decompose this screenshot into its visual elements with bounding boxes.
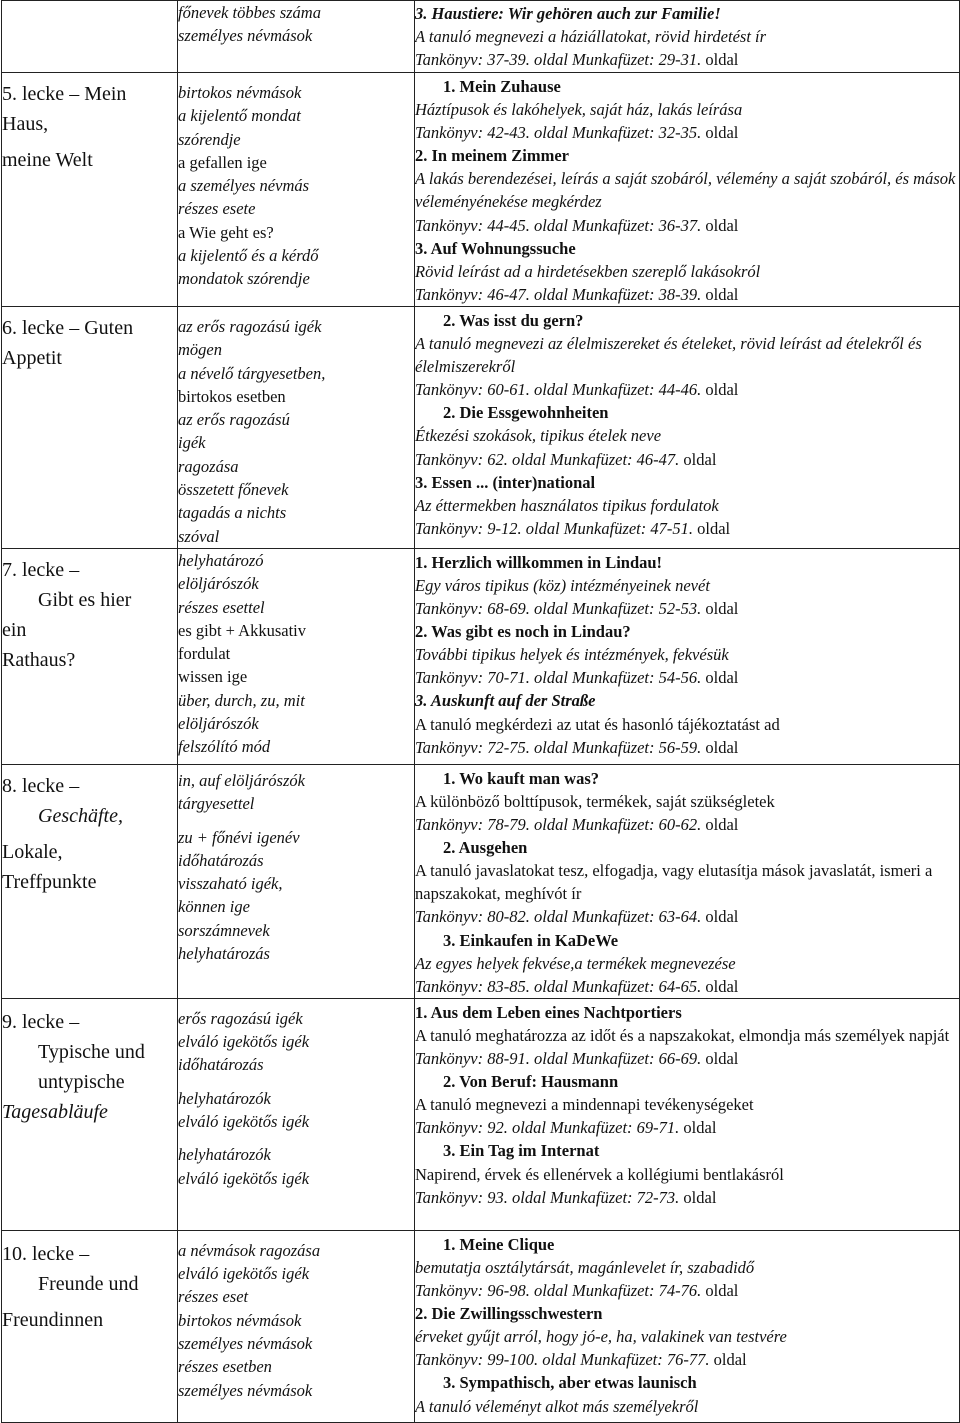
page-reference-book: Tankönyv: 44-45. oldal Munkafüzet: 36-37. (415, 215, 702, 235)
page-reference-book: Tankönyv: 72-75. oldal Munkafüzet: 56-59. (415, 737, 702, 757)
grammar-item: helyhatározás (178, 943, 270, 963)
grammar-item: mögen (178, 340, 222, 360)
page-reference-tail: oldal (701, 976, 739, 996)
grammar-cell (178, 73, 415, 307)
grammar-item: elváló igekötős igék (178, 1032, 310, 1052)
topic-description: A különböző bolttípusok, termékek, saját szükségletek (415, 792, 775, 811)
topic-cell (415, 73, 960, 307)
topic-description: bemutatja osztálytársát, magánlevelet ír, szabadidő (415, 1257, 755, 1277)
page-reference (415, 736, 959, 759)
topic-title: 1. Wo kauft man was? (443, 768, 600, 788)
page-reference-tail: oldal (701, 815, 739, 835)
grammar-item: mondatok szórendje (178, 269, 310, 289)
topic-description: A tanuló megnevezi az élelmiszereket és ételeket, rövid leírást ad ételekről és élelmiszerekről (415, 334, 922, 377)
grammar-item: személyes névmások (178, 1380, 313, 1400)
topic-cell (415, 998, 960, 1230)
grammar-item: birtokos névmások (178, 1310, 302, 1330)
grammar-item: helyhatározók (178, 1088, 271, 1108)
page-reference (415, 666, 959, 689)
page-reference-book: Tankönyv: 80-82. oldal Munkafüzet: 63-64. (415, 907, 702, 927)
lesson-cell (2, 73, 178, 307)
grammar-item: können ige (178, 897, 250, 917)
lesson-title: Tagesabläufe (2, 1100, 108, 1123)
topic-cell (415, 1, 960, 73)
page-reference-tail: oldal (679, 1118, 717, 1138)
page-reference-book: Tankönyv: 93. oldal Munkafüzet: 72-73. (415, 1187, 680, 1207)
page-reference (415, 1047, 959, 1070)
page-reference-book: Tankönyv: 62. oldal Munkafüzet: 46-47. (415, 449, 680, 469)
table-row (2, 1, 960, 73)
page-reference (415, 975, 959, 998)
topic-description: Napirend, érvek és ellenérvek a kollégiumi bentlakásról (415, 1164, 784, 1184)
topic-title: 1. Meine Clique (443, 1234, 555, 1254)
table-row (2, 306, 960, 548)
grammar-item: részes esettel (178, 597, 265, 617)
grammar-cell (178, 764, 415, 998)
grammar-item: über, durch, zu, mit (178, 690, 305, 710)
topic-title: 3. Auskunft auf der Straße (415, 691, 596, 711)
page-reference-tail: oldal (701, 1281, 739, 1301)
lesson-cell (2, 306, 178, 548)
topic-description: Háztípusok és lakóhelyek, saját ház, lakás leírása (415, 100, 743, 120)
topic-title: 2. Die Zwillingsschwestern (415, 1304, 603, 1324)
page-reference (415, 283, 959, 306)
grammar-item: elváló igekötős igék (178, 1264, 310, 1284)
lesson-cell (2, 548, 178, 764)
page-reference (415, 813, 959, 836)
lesson-title: 6. lecke – Guten Appetit (2, 316, 134, 369)
topic-description: Az egyes helyek fekvése,a termékek megnevezése (415, 953, 736, 973)
topic-cell (415, 548, 960, 764)
topic-title: 2. Von Beruf: Hausmann (443, 1072, 619, 1092)
grammar-item: felszólító mód (178, 737, 271, 757)
topic-title: 1. Herzlich willkommen in Lindau! (415, 552, 663, 572)
page-reference-tail: oldal (701, 380, 739, 400)
grammar-item: tárgyesettel (178, 794, 255, 814)
grammar-item: a kijelentő mondat (178, 106, 301, 126)
grammar-item: fordulat (178, 644, 231, 664)
page-reference-book: Tankönyv: 68-69. oldal Munkafüzet: 52-53. (415, 599, 702, 619)
grammar-item: a névmások ragozása (178, 1240, 321, 1260)
page-reference-tail: oldal (701, 1049, 739, 1069)
page-reference-book: Tankönyv: 9-12. oldal Munkafüzet: 47-51. (415, 518, 694, 538)
topic-title: 1. Mein Zuhause (443, 77, 561, 96)
topic-title: 3. Ein Tag im Internat (443, 1141, 600, 1161)
grammar-item: helyhatározó (178, 550, 264, 570)
topic-description: Az éttermekben használatos tipikus fordulatok (415, 495, 719, 515)
table-row (2, 998, 960, 1230)
topic-title: 3. Sympathisch, aber etwas launisch (443, 1373, 697, 1393)
page-reference (415, 48, 959, 71)
grammar-item: birtokos esetben (178, 386, 286, 406)
lesson-title: Lokale, Treffpunkte (2, 840, 97, 893)
page-reference (415, 1279, 959, 1302)
page-reference (415, 905, 959, 928)
topic-description: A tanuló véleményt alkot más személyekről (415, 1396, 699, 1416)
page-reference-book: Tankönyv: 46-47. oldal Munkafüzet: 38-39. (415, 284, 702, 304)
grammar-item: részes esete (178, 199, 256, 219)
page-reference (415, 214, 959, 237)
grammar-item: helyhatározók (178, 1145, 271, 1165)
topic-cell (415, 306, 960, 548)
page-reference-tail: oldal (709, 1350, 747, 1370)
grammar-item: visszaható igék, (178, 874, 283, 894)
grammar-item: személyes névmások (178, 26, 313, 46)
page-reference-book: Tankönyv: 83-85. oldal Munkafüzet: 64-65. (415, 976, 702, 996)
grammar-cell (178, 548, 415, 764)
topic-description: Rövid leírást ad a hirdetésekben szereplő lakásokról (415, 261, 761, 281)
topic-description: További tipikus helyek és intézmények, fekvésük (415, 645, 729, 665)
topic-description: A tanuló javaslatokat tesz, elfogadja, vagy elutasítja mások javaslatát, ismeri a napszakokat, meghívót ír (415, 861, 933, 904)
page-reference-tail: oldal (701, 215, 739, 235)
table-row (2, 1230, 960, 1422)
page-reference (415, 1348, 959, 1371)
page-reference (415, 448, 959, 471)
grammar-cell (178, 1230, 415, 1422)
grammar-item: sorszámnevek (178, 920, 270, 940)
page-reference-tail: oldal (701, 123, 739, 143)
lesson-title: meine Welt (2, 149, 93, 171)
grammar-item: wissen ige (178, 667, 248, 687)
lesson-cell (2, 998, 178, 1230)
grammar-item: tagadás a nichts (178, 503, 287, 523)
topic-cell (415, 1230, 960, 1422)
grammar-item: az erős ragozású (178, 410, 290, 430)
grammar-item: időhatározás (178, 850, 264, 870)
page-reference-tail: oldal (701, 907, 739, 927)
topic-description: érveket gyűjt arról, hogy jó-e, ha, valakinek van testvére (415, 1327, 787, 1347)
grammar-item: részes esetben (178, 1357, 272, 1377)
lesson-title: ein Rathaus? (2, 618, 76, 671)
page-reference (415, 378, 959, 401)
grammar-item: zu + főnévi igenév (178, 827, 300, 847)
page-reference-book: Tankönyv: 96-98. oldal Munkafüzet: 74-76. (415, 1281, 702, 1301)
grammar-item: elöljárószók (178, 574, 259, 594)
page-reference (415, 597, 959, 620)
lesson-title: 7. lecke – Gibt es hier (2, 558, 132, 611)
grammar-item: es gibt + Akkusativ (178, 620, 307, 640)
topic-description: A tanuló meghatározza az időt és a napszakokat, elmondja más személyek napját (415, 1025, 950, 1045)
grammar-item: szórendje (178, 129, 241, 149)
grammar-item: birtokos névmások (178, 83, 302, 102)
lesson-title: 9. lecke – Typische und untypische (2, 1010, 145, 1093)
grammar-item: a Wie geht es? (178, 222, 274, 242)
table-row (2, 548, 960, 764)
page-reference-book: Tankönyv: 78-79. oldal Munkafüzet: 60-62. (415, 815, 702, 835)
lesson-title: 8. lecke – Geschäfte, (2, 774, 123, 827)
topic-description: Étkezési szokások, tipikus ételek neve (415, 426, 662, 446)
curriculum-table (1, 0, 960, 1423)
topic-title: 2. Was gibt es noch in Lindau? (415, 622, 631, 642)
topic-title: 2. Ausgehen (443, 838, 528, 858)
lesson-title: 5. lecke – Mein Haus, (2, 83, 127, 135)
page-reference-tail: oldal (701, 284, 739, 304)
topic-title: 3. Haustiere: Wir gehören auch zur Familie! (415, 4, 721, 23)
page-reference (415, 517, 959, 540)
grammar-item: a gefallen ige (178, 152, 267, 172)
page-reference-book: Tankönyv: 92. oldal Munkafüzet: 69-71. (415, 1118, 680, 1138)
page-reference-book: Tankönyv: 37-39. oldal Munkafüzet: 29-31. (415, 50, 702, 70)
page-reference-book: Tankönyv: 99-100. oldal Munkafüzet: 76-77. (415, 1350, 710, 1370)
lesson-cell (2, 1, 178, 73)
grammar-item: személyes névmások (178, 1334, 313, 1354)
topic-description: A tanuló megnevezi a mindennapi tevékenységeket (415, 1095, 754, 1115)
lesson-title: 10. lecke – Freunde und (2, 1242, 139, 1295)
grammar-item: elváló igekötős igék (178, 1112, 310, 1132)
grammar-item: az erős ragozású igék (178, 316, 322, 336)
topic-title: 3. Einkaufen in KaDeWe (443, 930, 619, 950)
page-reference-tail: oldal (701, 737, 739, 757)
topic-title: 1. Aus dem Leben eines Nachtportiers (415, 1002, 682, 1022)
grammar-item: részes eset (178, 1287, 249, 1307)
topic-description: A tanuló megnevezi a háziállatokat, rövid hirdetést ír (415, 27, 767, 47)
topic-title: 2. In meinem Zimmer (415, 146, 569, 166)
grammar-item: erős ragozású igék (178, 1008, 303, 1028)
topic-description: Egy város tipikus (köz) intézményeinek nevét (415, 576, 710, 595)
grammar-item: a személyes névmás (178, 176, 310, 196)
page-reference-book: Tankönyv: 42-43. oldal Munkafüzet: 32-35. (415, 123, 702, 143)
grammar-item: a névelő tárgyesetben, (178, 363, 326, 383)
grammar-item: ragozása (178, 456, 239, 476)
grammar-item: a kijelentő és a kérdő (178, 246, 319, 266)
page-reference-tail: oldal (679, 449, 717, 469)
page-reference-tail: oldal (701, 668, 739, 688)
lesson-cell (2, 1230, 178, 1422)
grammar-item: igék (178, 433, 206, 453)
grammar-cell (178, 1, 415, 73)
topic-title: 2. Die Essgewohnheiten (443, 403, 609, 423)
grammar-item: in, auf elöljárószók (178, 770, 305, 790)
grammar-item: főnevek többes száma (178, 3, 321, 22)
grammar-item: időhatározás (178, 1055, 264, 1075)
topic-description: A lakás berendezései, leírás a saját szobáról, vélemény a saját szobáról, és mások véleményénekése megkérdez (415, 169, 956, 212)
table-row (2, 73, 960, 307)
topic-cell (415, 764, 960, 998)
page-reference (415, 1186, 959, 1209)
topic-title: 2. Was isst du gern? (443, 310, 584, 330)
page-reference (415, 1116, 959, 1139)
page-reference-tail: oldal (679, 1187, 717, 1207)
page-reference-tail: oldal (701, 50, 739, 70)
page-reference-tail: oldal (701, 599, 739, 619)
lesson-cell (2, 764, 178, 998)
page-reference-book: Tankönyv: 70-71. oldal Munkafüzet: 54-56. (415, 668, 702, 688)
grammar-item: elváló igekötős igék (178, 1168, 310, 1188)
topic-title: 3. Essen ... (inter)national (415, 472, 596, 492)
grammar-item: elöljárószók (178, 713, 259, 733)
page-reference-book: Tankönyv: 60-61. oldal Munkafüzet: 44-46. (415, 380, 702, 400)
topic-title: 3. Auf Wohnungssuche (415, 238, 576, 258)
topic-description: A tanuló megkérdezi az utat és hasonló tájékoztatást ad (415, 714, 780, 734)
grammar-cell (178, 998, 415, 1230)
table-row (2, 764, 960, 998)
page-reference-tail: oldal (693, 518, 731, 538)
page-reference-book: Tankönyv: 88-91. oldal Munkafüzet: 66-69. (415, 1049, 702, 1069)
page-reference (415, 121, 959, 144)
lesson-title: Freundinnen (2, 1308, 104, 1331)
grammar-cell (178, 306, 415, 548)
grammar-item: összetett főnevek (178, 480, 289, 500)
grammar-item: szóval (178, 526, 220, 546)
